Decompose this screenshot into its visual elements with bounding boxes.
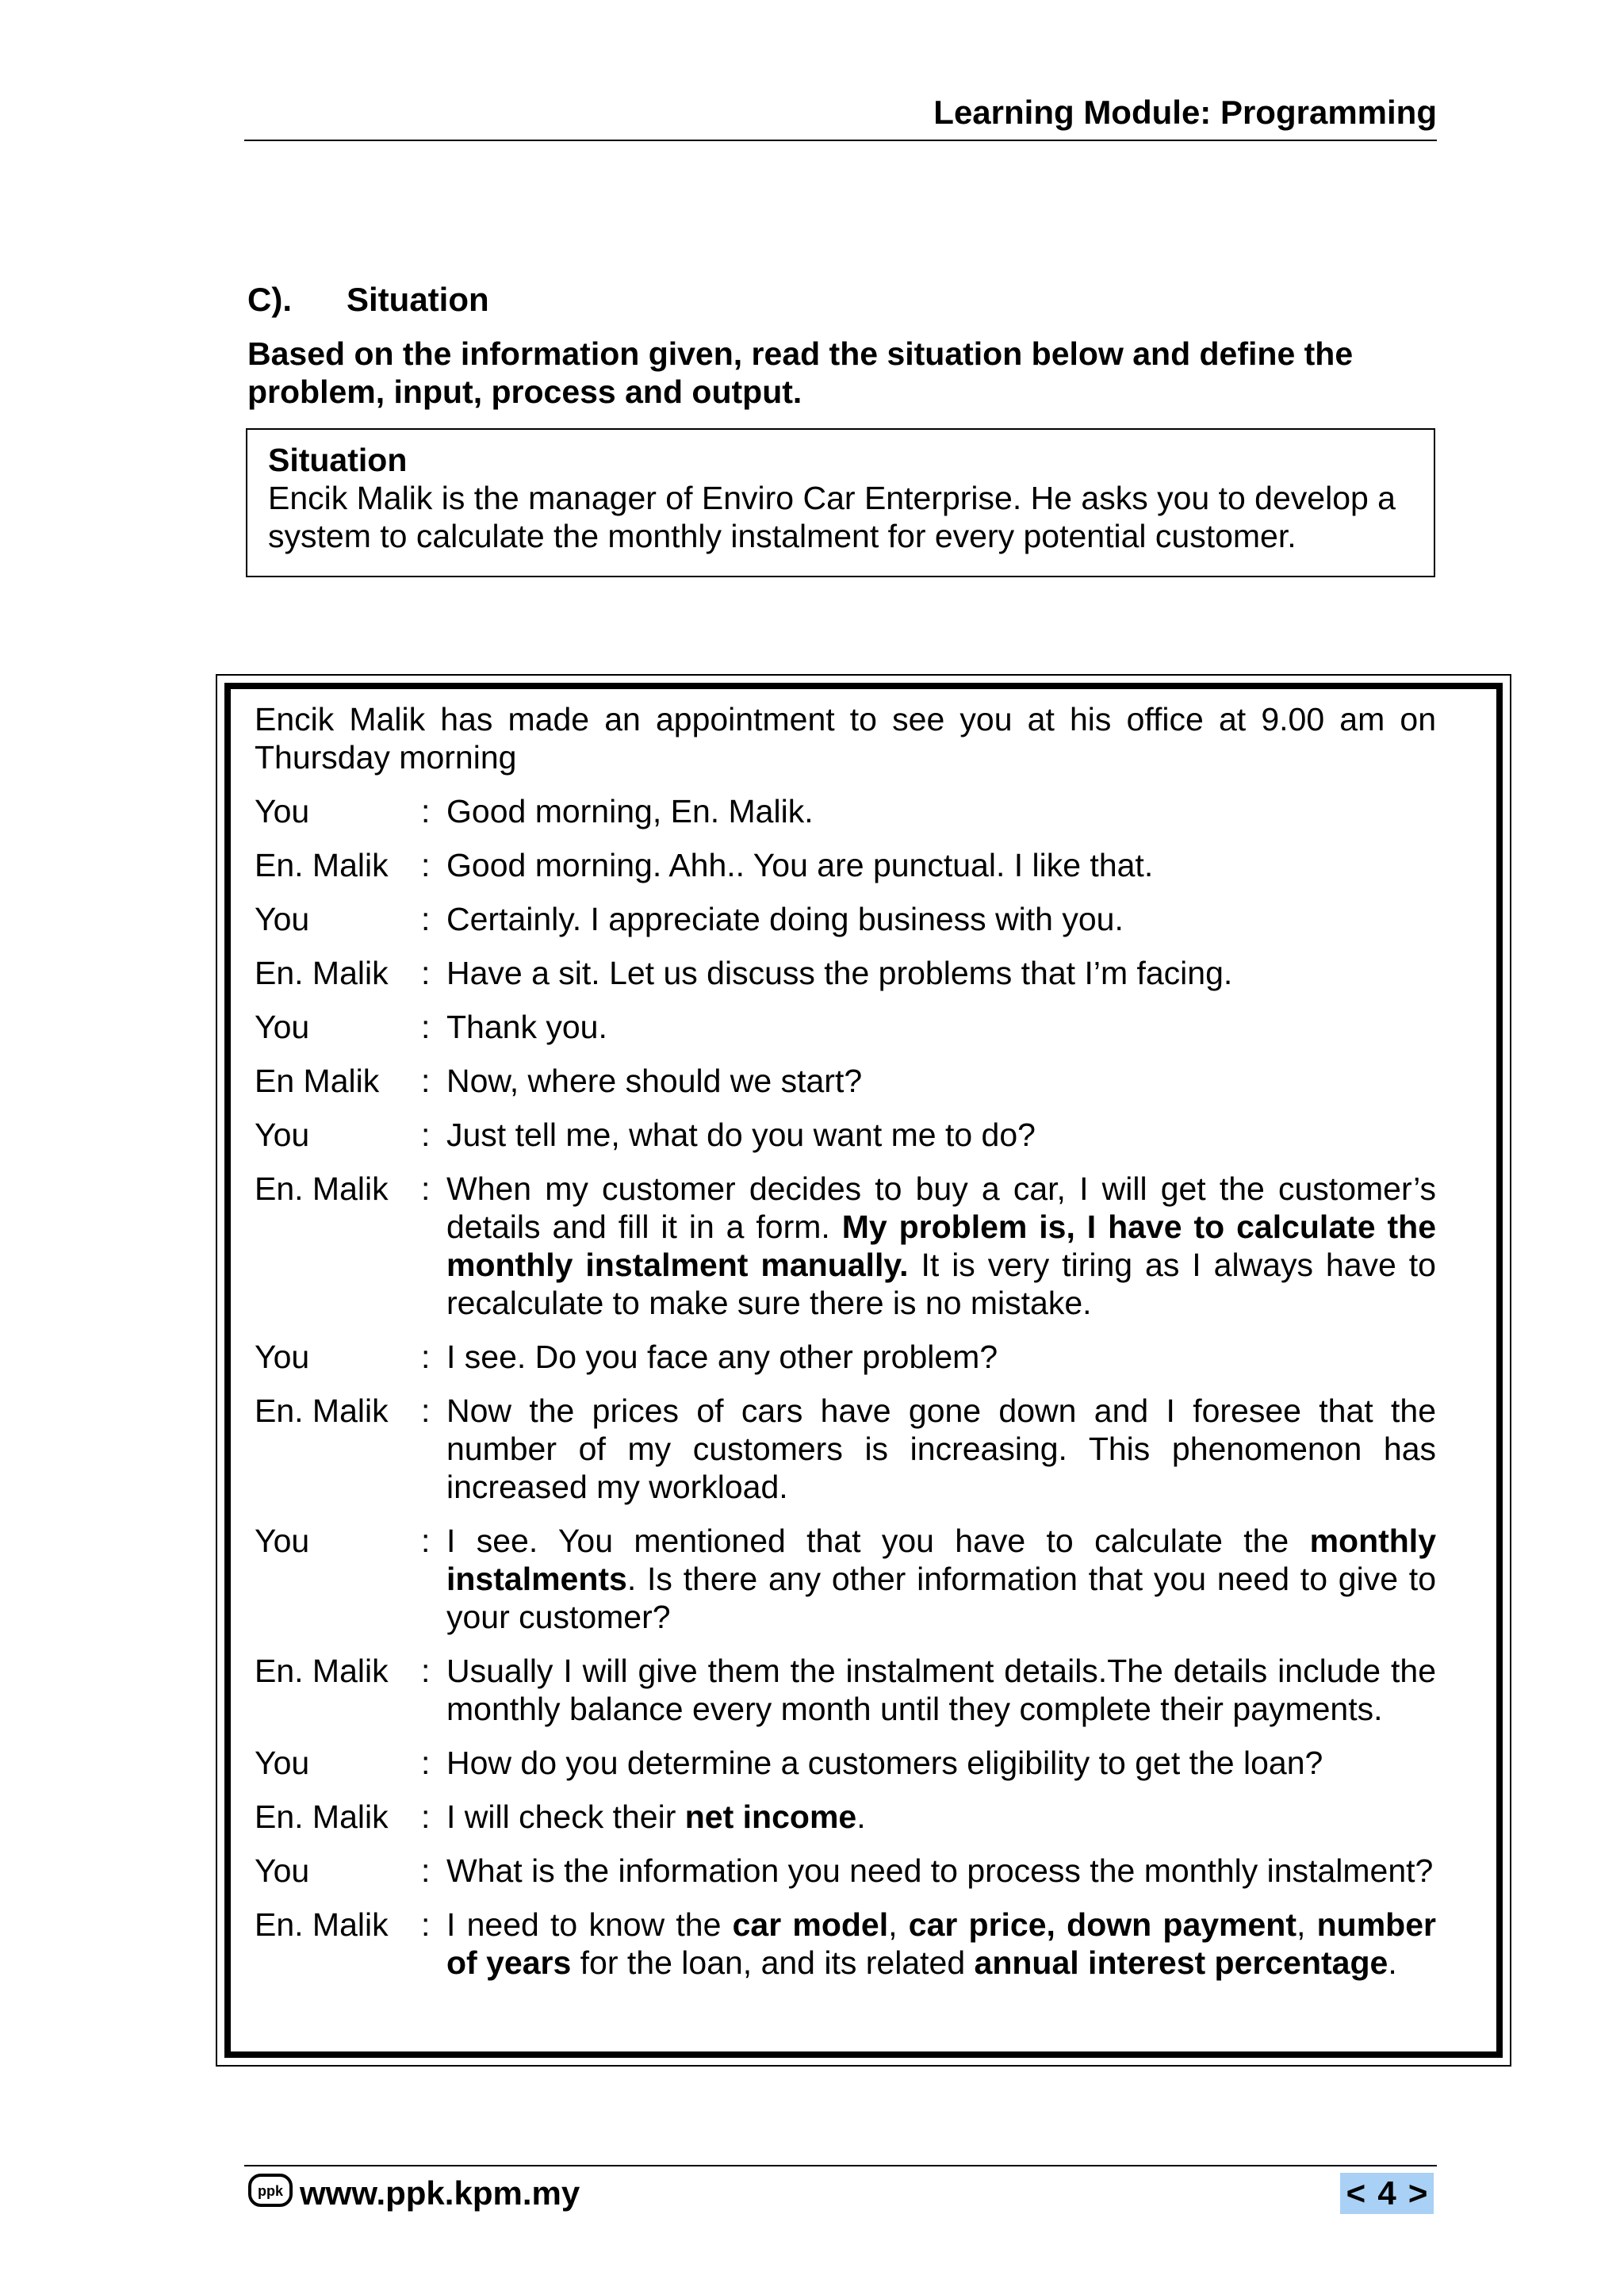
dialogue-line — [446, 1170, 1436, 1322]
dialogue-speaker: You — [255, 1009, 310, 1045]
situation-box — [246, 428, 1435, 577]
dialogue-row — [255, 792, 1436, 830]
dialogue-emphasis: car model — [732, 1906, 889, 1943]
dialogue-speaker: En. Malik — [255, 1799, 389, 1835]
page-number: 4 — [1377, 2174, 1396, 2212]
instruction-text: Based on the information given, read the situation below and define the problem, input, process and output. — [247, 335, 1354, 410]
dialogue-emphasis: number of years — [446, 1906, 1436, 1981]
dialogue-box — [224, 683, 1503, 2058]
dialogue-text: for the loan, and its related — [571, 1944, 975, 1981]
dialogue-row — [255, 900, 1436, 938]
dialogue-line — [446, 1008, 1436, 1046]
dialogue-speaker: En. Malik — [255, 1170, 389, 1207]
dialogue-colon: : — [421, 1745, 431, 1781]
ppk-logo-text: ppk — [257, 2183, 284, 2199]
section-title: Situation — [347, 281, 489, 318]
dialogue-colon: : — [421, 1117, 431, 1153]
dialogue-colon: : — [421, 847, 431, 883]
dialogue-colon: : — [421, 1393, 431, 1429]
dialogue-text: . Is there any other information that you need to give to your customer? — [446, 1561, 1436, 1635]
dialogue-speaker: En Malik — [255, 1063, 380, 1099]
dialogue-line — [446, 954, 1436, 992]
dialogue-text: I need to know the — [446, 1906, 733, 1943]
dialogue-line — [446, 1392, 1436, 1506]
dialogue-speaker: You — [255, 1852, 310, 1889]
page-header-title: Learning Module: Programming — [933, 94, 1437, 131]
dialogue-speaker: You — [255, 901, 310, 937]
dialogue-colon: : — [421, 1170, 431, 1207]
dialogue-intro: Encik Malik has made an appointment to see you at his office at 9.00 am on Thursday morning — [255, 701, 1436, 776]
dialogue-emphasis: monthly instalments — [446, 1523, 1436, 1597]
dialogue-colon: : — [421, 1009, 431, 1045]
dialogue-line — [446, 1652, 1436, 1728]
dialogue-speaker: You — [255, 1523, 310, 1559]
dialogue-speaker: En. Malik — [255, 1906, 389, 1943]
dialogue-text: I see. Do you face any other problem? — [446, 1339, 998, 1375]
dialogue-colon: : — [421, 955, 431, 991]
dialogue-list — [255, 792, 1436, 1982]
dialogue-text: Now, where should we start? — [446, 1063, 863, 1099]
dialogue-row — [255, 1852, 1436, 1890]
dialogue-row — [255, 1522, 1436, 1636]
section-heading — [247, 281, 489, 319]
dialogue-colon: : — [421, 1063, 431, 1099]
dialogue-line — [446, 1116, 1436, 1154]
dialogue-emphasis: net income — [684, 1799, 857, 1835]
header-divider — [244, 140, 1437, 141]
situation-box-text: Encik Malik is the manager of Enviro Car Enterprise. He asks you to develop a system to calculate the monthly instalment for every potential customer. — [268, 480, 1396, 554]
dialogue-text: It is very tiring as I always have to recalculate to make sure there is no mistake. — [446, 1247, 1436, 1321]
dialogue-frame — [216, 674, 1511, 2067]
dialogue-line — [446, 1744, 1436, 1782]
dialogue-row — [255, 1798, 1436, 1836]
dialogue-text: Thank you. — [446, 1009, 607, 1045]
dialogue-row — [255, 954, 1436, 992]
dialogue-speaker: En. Malik — [255, 1653, 389, 1689]
situation-box-title: Situation — [268, 442, 408, 478]
footer-url[interactable]: www.ppk.kpm.my — [300, 2174, 580, 2212]
footer-divider — [244, 2165, 1437, 2166]
dialogue-row — [255, 1392, 1436, 1506]
dialogue-line — [446, 1338, 1436, 1376]
dialogue-line — [446, 1062, 1436, 1100]
dialogue-row — [255, 1062, 1436, 1100]
dialogue-colon: : — [421, 1906, 431, 1943]
dialogue-text: Usually I will give them the instalment details.The details include the monthly balance every month until they complete their payments. — [446, 1653, 1436, 1727]
dialogue-colon: : — [421, 1852, 431, 1889]
dialogue-speaker: En. Malik — [255, 847, 389, 883]
dialogue-text: Now the prices of cars have gone down and I foresee that the number of my customers is increasing. This phenomenon has increased my workload. — [446, 1393, 1436, 1505]
dialogue-row — [255, 1906, 1436, 1982]
dialogue-row — [255, 1008, 1436, 1046]
dialogue-row — [255, 1744, 1436, 1782]
dialogue-text: . — [856, 1799, 866, 1835]
dialogue-speaker: En. Malik — [255, 1393, 389, 1429]
dialogue-text: Good morning. Ahh.. You are punctual. I like that. — [446, 847, 1154, 883]
dialogue-colon: : — [421, 1339, 431, 1375]
dialogue-colon: : — [421, 1653, 431, 1689]
dialogue-line — [446, 900, 1436, 938]
ppk-logo-icon — [247, 2173, 293, 2208]
dialogue-text: When my customer decides to buy a car, I will get the customer’s details and fill it in a form. — [446, 1170, 1436, 1245]
dialogue-text: How do you determine a customers eligibility to get the loan? — [446, 1745, 1323, 1781]
dialogue-row — [255, 1116, 1436, 1154]
dialogue-colon: : — [421, 901, 431, 937]
dialogue-speaker: En. Malik — [255, 955, 389, 991]
dialogue-row — [255, 1338, 1436, 1376]
dialogue-speaker: You — [255, 1745, 310, 1781]
page-prev-marker: < — [1346, 2174, 1366, 2212]
dialogue-line — [446, 1522, 1436, 1636]
dialogue-speaker: You — [255, 1339, 310, 1375]
dialogue-line — [446, 1906, 1436, 1982]
page-next-marker: > — [1408, 2174, 1428, 2212]
dialogue-colon: : — [421, 793, 431, 829]
dialogue-text: Certainly. I appreciate doing business with you. — [446, 901, 1124, 937]
dialogue-text: , — [888, 1906, 909, 1943]
dialogue-line — [446, 846, 1436, 884]
section-number: C). — [247, 281, 292, 318]
dialogue-emphasis: annual interest percentage — [974, 1944, 1388, 1981]
dialogue-text: Have a sit. Let us discuss the problems that I’m facing. — [446, 955, 1233, 991]
dialogue-speaker: You — [255, 793, 310, 829]
dialogue-text: Just tell me, what do you want me to do? — [446, 1117, 1036, 1153]
dialogue-speaker: You — [255, 1117, 310, 1153]
dialogue-text: . — [1388, 1944, 1397, 1981]
dialogue-colon: : — [421, 1799, 431, 1835]
dialogue-text: , — [1297, 1906, 1317, 1943]
dialogue-text: I will check their — [446, 1799, 685, 1835]
page-number-indicator — [1340, 2173, 1434, 2214]
dialogue-emphasis: My problem is, I have to calculate the monthly instalment manually. — [446, 1209, 1436, 1283]
dialogue-text: Good morning, En. Malik. — [446, 793, 814, 829]
dialogue-text: What is the information you need to process the monthly instalment? — [446, 1852, 1434, 1889]
dialogue-row — [255, 846, 1436, 884]
dialogue-line — [446, 1852, 1436, 1890]
dialogue-row — [255, 1652, 1436, 1728]
dialogue-row — [255, 1170, 1436, 1322]
dialogue-emphasis: car price, down payment — [908, 1906, 1297, 1943]
dialogue-text: I see. You mentioned that you have to calculate the — [446, 1523, 1310, 1559]
dialogue-colon: : — [421, 1523, 431, 1559]
dialogue-line — [446, 1798, 1436, 1836]
dialogue-line — [446, 792, 1436, 830]
